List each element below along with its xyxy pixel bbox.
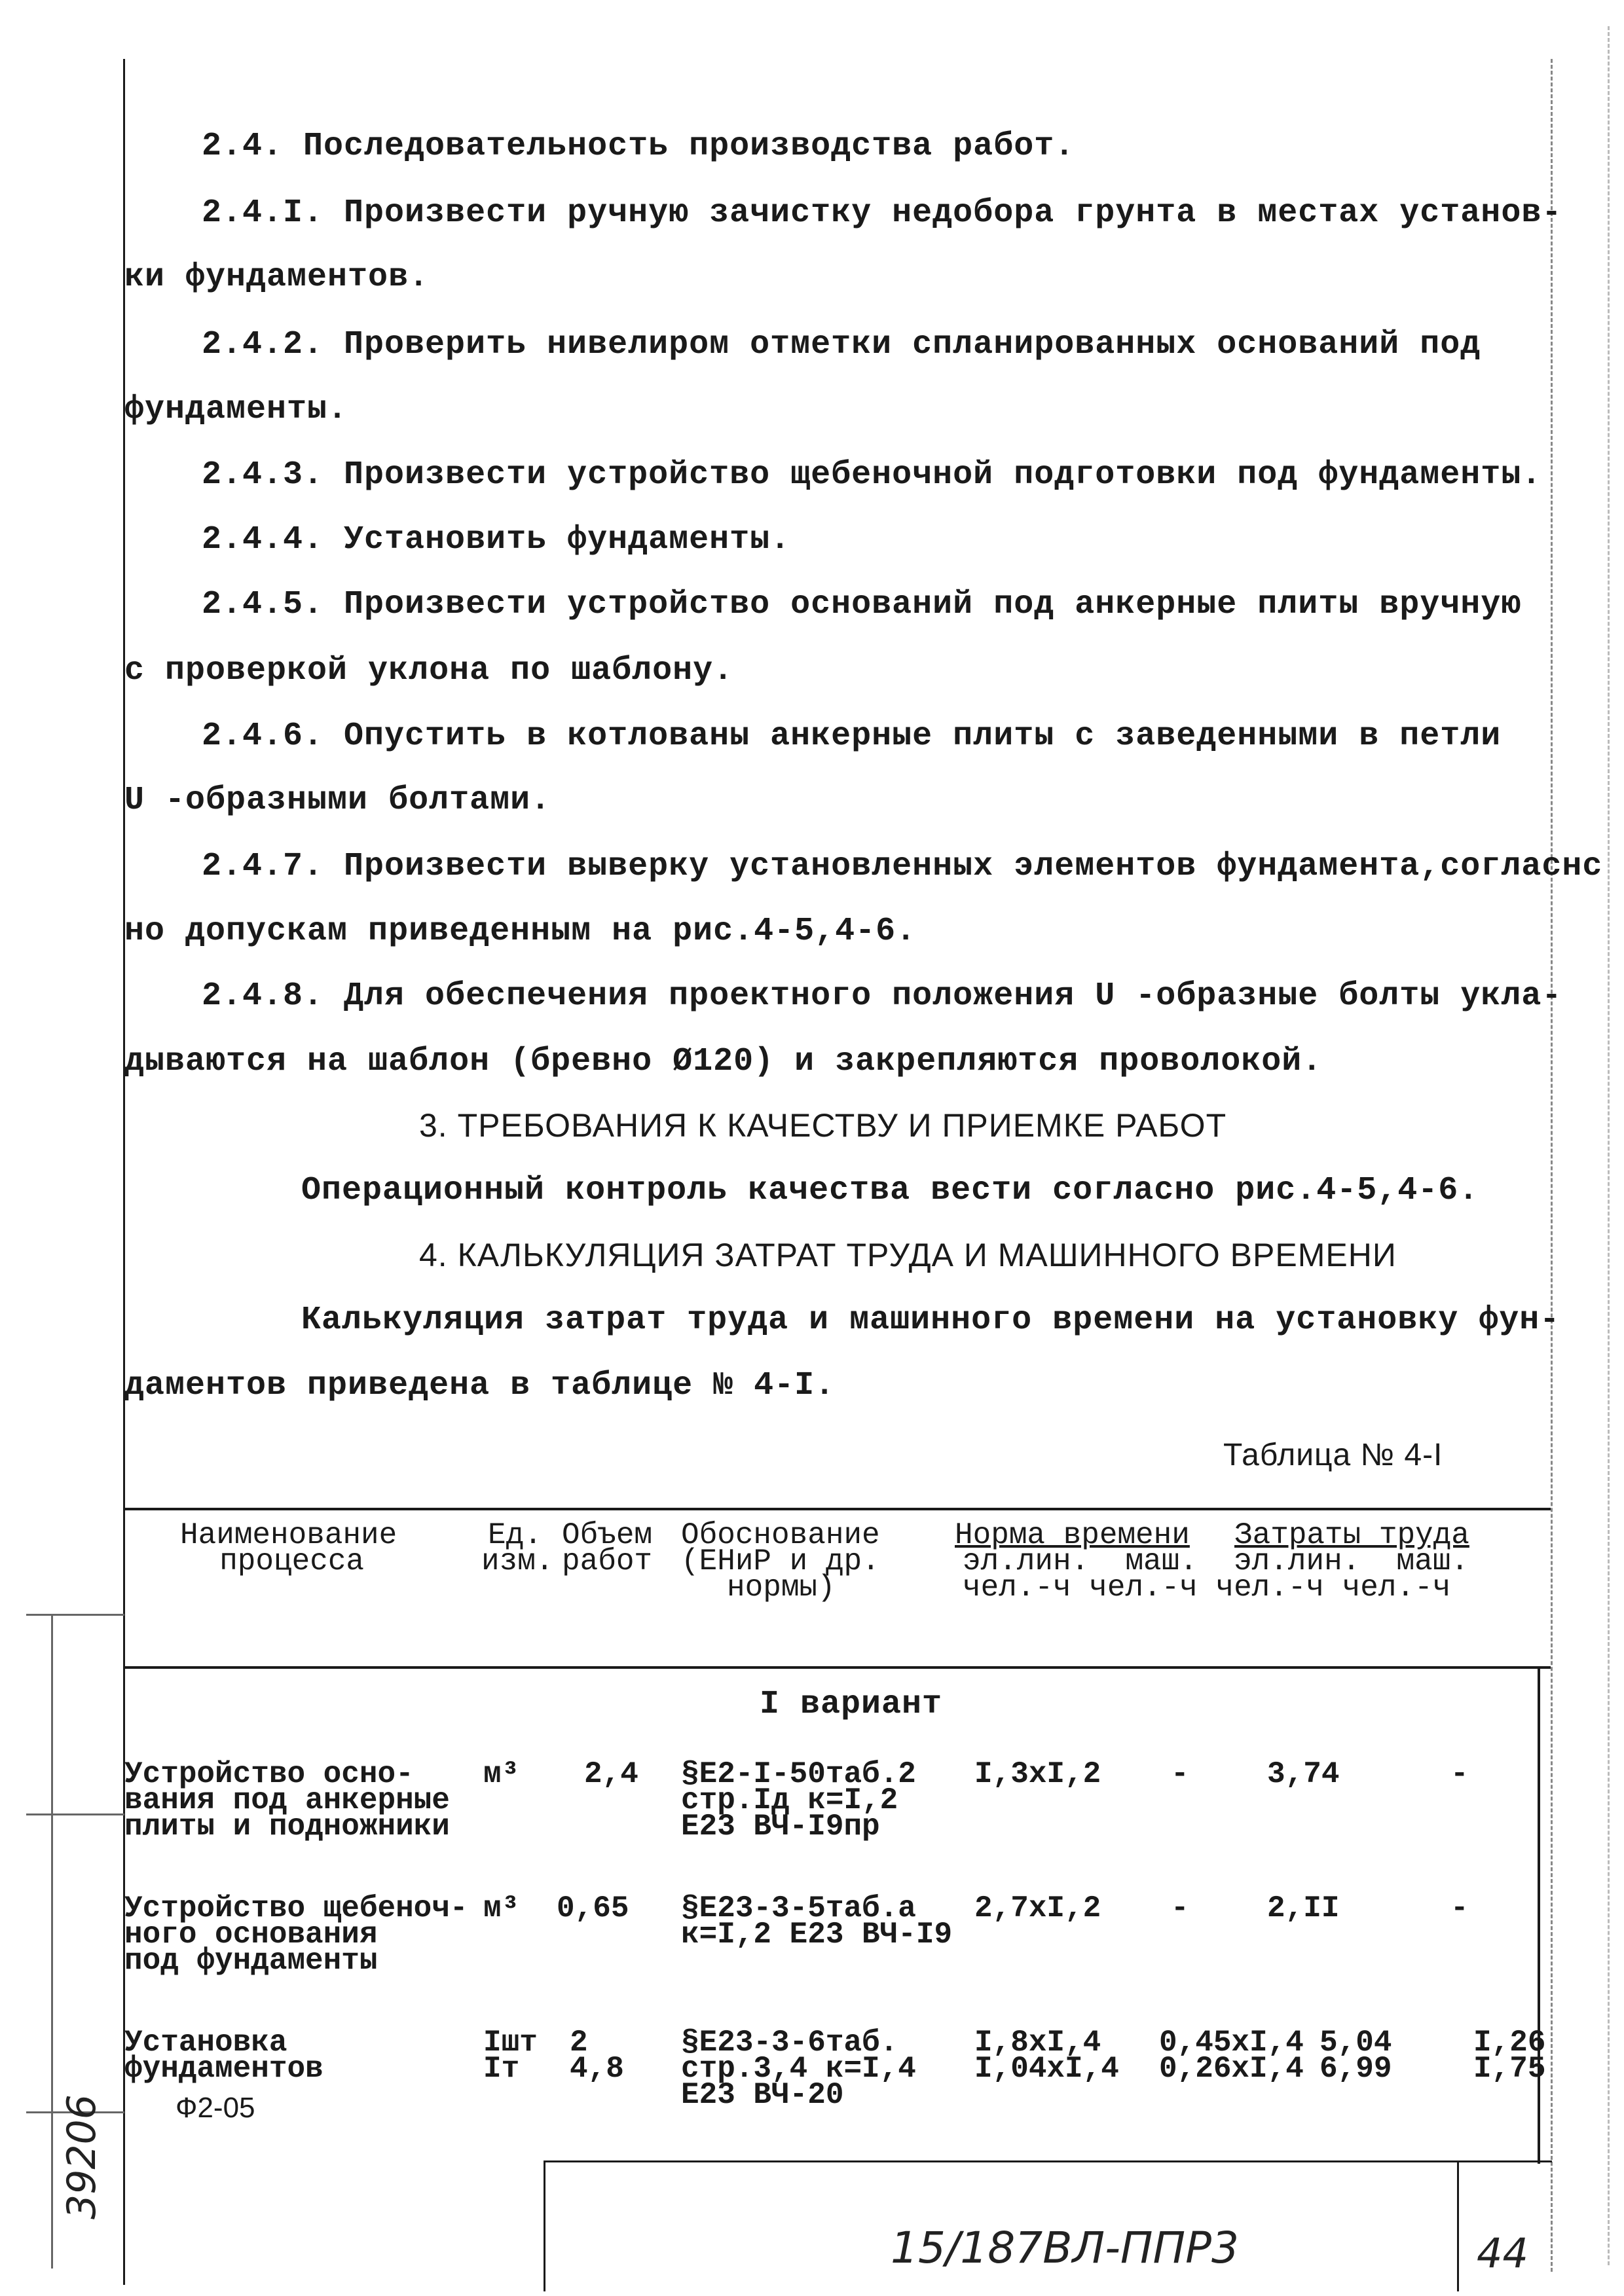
row3-name-1: Установка <box>124 2026 287 2060</box>
row1-volume: 2,4 <box>584 1757 638 1791</box>
section-3-heading: 3. ТРЕБОВАНИЯ К КАЧЕСТВУ И ПРИЕМКЕ РАБОТ <box>419 1107 1227 1144</box>
paragraph-2-4-8-line1: 2.4.8. Для обеспечения проектного положения U -образные болты укла- <box>202 977 1562 1015</box>
paragraph-2-4-3: 2.4.3. Произвести устройство щебеночной подготовки под фундаменты. <box>202 456 1542 494</box>
row2-norm-el: 2,7xI,2 <box>974 1891 1101 1925</box>
paragraph-2-4-1-line1: 2.4.I. Произвести ручную зачистку недобора грунта в местах установ- <box>202 194 1562 232</box>
paragraph-2-4-8-line2: дываются на шаблон (бревно Ø120) и закрепляются проволокой. <box>124 1043 1323 1080</box>
table-row <box>124 1757 450 1844</box>
header-unit: Ед. изм. <box>481 1518 554 1578</box>
document-code: 15/187ВЛ-ППР3 <box>891 2223 1239 2273</box>
inventory-number: 39206 <box>59 2094 105 2219</box>
row3-unit: Iшт Iт <box>483 2026 538 2086</box>
header-norm: Норма времени <box>955 1518 1190 1552</box>
header-basis: Обоснование (ЕНиР и др. нормы) <box>681 1518 880 1605</box>
section-4-text-line1: Калькуляция затрат труда и машинного времени на установку фун- <box>301 1302 1560 1339</box>
section-3-text: Операционный контроль качества вести согласно рис.4-5,4-6. <box>301 1172 1479 1209</box>
stamp-box-left <box>544 2160 545 2291</box>
row1-norm-mash: - <box>1171 1757 1189 1791</box>
row2-name-1: Устройство щебеноч- <box>124 1891 468 1925</box>
row2-basis: §Е23-3-5таб.а к=I,2 Е23 ВЧ-I9 <box>681 1891 953 1952</box>
header-cost: Затраты труда <box>1234 1518 1469 1552</box>
table-caption: Таблица № 4-I <box>1223 1438 1443 1472</box>
right-edge-mark-2 <box>1608 26 1610 2265</box>
stamp-left-rule-2 <box>26 1813 124 1815</box>
row1-name-2: вания под анкерные <box>124 1783 450 1817</box>
stamp-box-top <box>544 2160 1552 2162</box>
paragraph-2-4-2-line1: 2.4.2. Проверить нивелиром отметки спланированных оснований под <box>202 326 1481 363</box>
row3-name-2: фундаментов <box>124 2052 323 2086</box>
row3-norm-mash: 0,45xI,4 0,26xI,4 <box>1159 2026 1304 2086</box>
row3-cost-el: 5,04 6,99 <box>1320 2026 1392 2086</box>
row3-volume: 2 4,8 <box>570 2026 624 2086</box>
variant-label: I вариант <box>760 1686 943 1723</box>
header-volume: Объем работ <box>562 1518 653 1578</box>
table-header-rule <box>123 1666 1551 1669</box>
paragraph-2-4-7-line1: 2.4.7. Произвести выверку установленных элементов фундамента,согласнс <box>202 848 1603 885</box>
stamp-left-vertical <box>51 1614 53 2269</box>
right-edge-mark <box>1551 59 1553 2272</box>
row1-basis: §Е2-I-50таб.2 стр.Iд к=I,2 Е23 ВЧ-I9пр <box>681 1757 916 1844</box>
row2-unit: м³ <box>483 1891 520 1925</box>
row1-name-1: Устройство осно- <box>124 1757 414 1791</box>
paragraph-2-4-4: 2.4.4. Установить фундаменты. <box>202 521 791 558</box>
header-name: Наименование процесса <box>180 1518 397 1578</box>
row1-cost-mash: - <box>1450 1757 1469 1791</box>
page-number: 44 <box>1477 2229 1528 2277</box>
table-row <box>124 2026 323 2086</box>
paragraph-2-4-6-line2: U -образными болтами. <box>124 782 551 819</box>
form-code: Ф2-05 <box>175 2092 255 2124</box>
row2-cost-el: 2,II <box>1267 1891 1340 1925</box>
row3-cost-mash: I,26 I,75 <box>1473 2026 1546 2086</box>
row2-name-2: ного основания <box>124 1918 378 1952</box>
paragraph-2-4-1-line2: ки фундаментов. <box>124 259 430 296</box>
row1-name-3: плиты и подножники <box>124 1810 450 1844</box>
row2-name-3: под фундаменты <box>124 1944 378 1978</box>
paragraph-2-4-5-line2: с проверкой уклона по шаблону. <box>124 652 734 689</box>
paragraph-2-4-7-line2: но допускам приведенным на рис.4-5,4-6. <box>124 913 917 950</box>
paragraph-2-4-5-line1: 2.4.5. Произвести устройство оснований под анкерные плиты вручную <box>202 586 1522 623</box>
row1-norm-el: I,3xI,2 <box>974 1757 1101 1791</box>
stamp-left-rule-1 <box>26 1614 124 1616</box>
header-sub1: эл.лин. маш. эл.лин. маш. <box>963 1544 1469 1578</box>
row3-norm-el: I,8xI,4 I,04xI,4 <box>974 2026 1119 2086</box>
table-row <box>124 1891 468 1978</box>
section-4-text-line2: даментов приведена в таблице № 4-I. <box>124 1367 836 1404</box>
row1-cost-el: 3,74 <box>1267 1757 1340 1791</box>
row2-norm-mash: - <box>1171 1891 1189 1925</box>
row2-volume: 0,65 <box>557 1891 629 1925</box>
header-sub2: чел.-ч чел.-ч чел.-ч чел.-ч <box>963 1571 1451 1605</box>
paragraph-2-4-6-line1: 2.4.6. Опустить в котлованы анкерные плиты с заведенными в петли <box>202 718 1502 755</box>
row1-unit: м³ <box>483 1757 520 1791</box>
paragraph-2-4: 2.4. Последовательность производства работ. <box>202 128 1075 165</box>
table-right-border <box>1538 1666 1540 2164</box>
stamp-box-divider <box>1457 2160 1459 2291</box>
section-4-heading: 4. КАЛЬКУЛЯЦИЯ ЗАТРАТ ТРУДА И МАШИННОГО ВРЕМЕНИ <box>419 1237 1397 1273</box>
paragraph-2-4-2-line2: фундаменты. <box>124 391 348 428</box>
row2-cost-mash: - <box>1450 1891 1469 1925</box>
row3-basis: §Е23-3-6таб. стр.3,4 к=I,4 Е23 ВЧ-20 <box>681 2026 916 2112</box>
table-top-rule <box>123 1508 1551 1510</box>
